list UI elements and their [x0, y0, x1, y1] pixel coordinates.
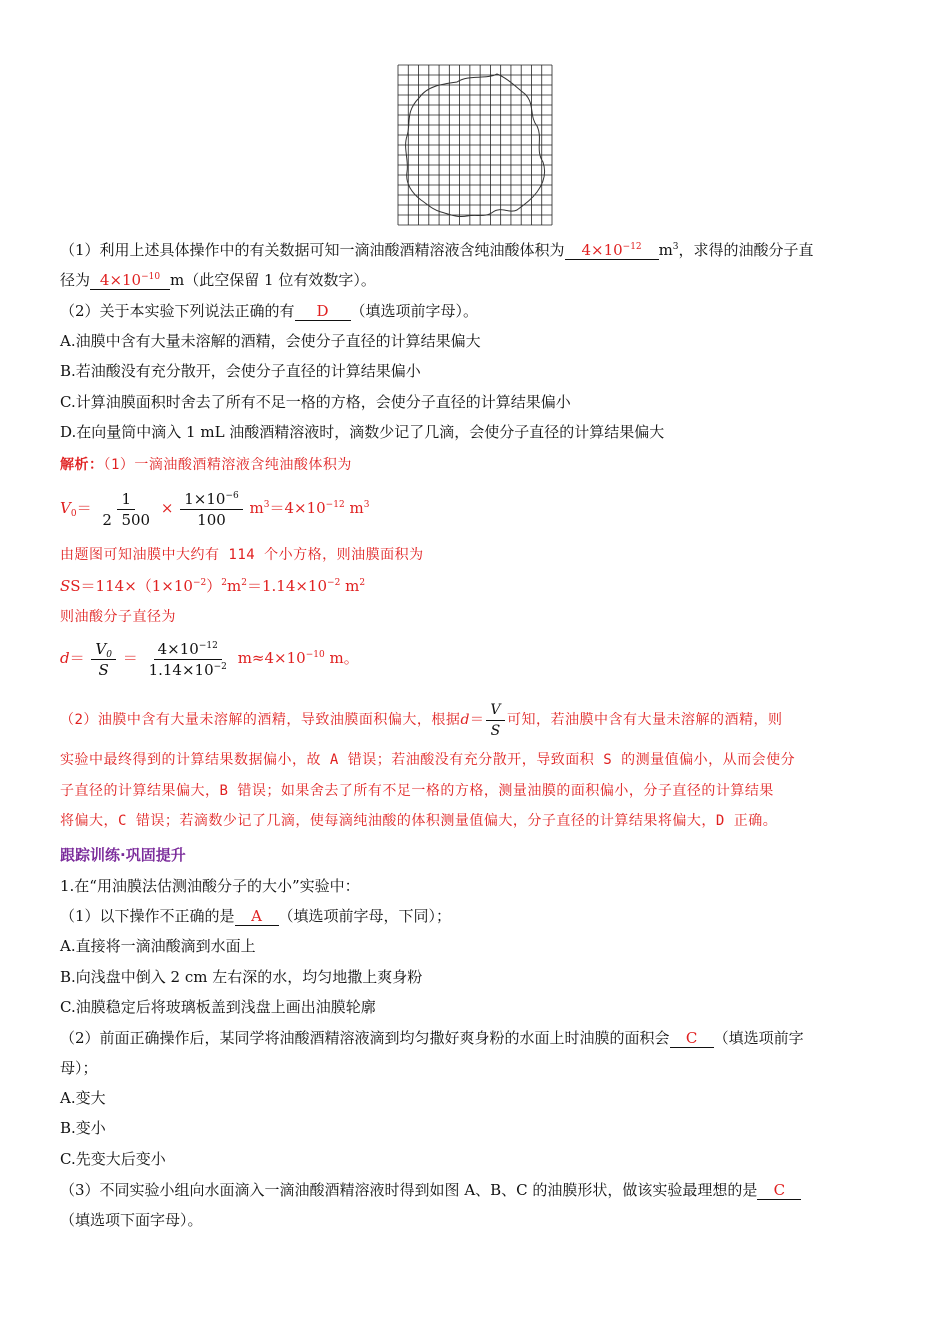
q1-part1-line1: （1）利用上述具体操作中的有关数据可知一滴油酸酒精溶液含纯油酸体积为 $4\times 10^{-12}$ $m^3$，求得的油酸分子直 [60, 241, 814, 259]
q2-part1-line: （1）以下操作不正确的是 A （填选项前字母，下同）； [60, 907, 452, 925]
v0-equation: $V_0=$ $\frac{1}{2 500}$ × $\frac{1\times 10^{-6}}{100}$ $m^3=4\times 10^{-12}$ $m^3$ [60, 489, 370, 529]
analysis-label: 解析 [60, 457, 89, 473]
q2-part2-option-b: B.变小 [60, 1119, 106, 1137]
analysis-line2: 由题图可知油膜中大约有 114 个小方格，则油膜面积为 [60, 547, 424, 563]
s-equation: $SS=114\times(1\times 10^{-2})^2m^2=1.14\times 10^{-2}$ $m^2$ [60, 577, 366, 595]
q2-part2-line1: （2）前面正确操作后，某同学将油酸酒精溶液滴到均匀撒好爽身粉的水面上时油膜的面积会 C （填选项前字 [60, 1029, 804, 1047]
oil-film-grid-figure [397, 64, 553, 226]
answer-part2: D [295, 302, 351, 321]
q2-stem: 1.在“用油膜法估测油酸分子的大小”实验中： [60, 877, 360, 895]
answer-q2-part2: C [670, 1029, 714, 1048]
q2-part2-line2: 母）； [60, 1059, 98, 1077]
q1-part2-line: （2）关于本实验下列说法正确的有 D （填选项前字母）。 [60, 302, 479, 320]
q1-option-a: A.油膜中含有大量未溶解的酒精，会使分子直径的计算结果偏大 [60, 332, 481, 350]
q2-part3-line1: （3）不同实验小组向水面滴入一滴油酸酒精溶液时得到如图 A、B、C 的油膜形状，做该实验最理想的是 C [60, 1180, 801, 1200]
q2-part1-option-b: B.向浅盘中倒入 2 cm 左右深的水，均匀地撒上爽身粉 [60, 968, 423, 986]
d-equation: d＝ $\frac{V_0}{S}$ ＝ $\frac{4\times 10^{-12}}{1.14\times 10^{-2}}$ $m\approx 4\times 10^{-10}$ m。 [60, 639, 359, 679]
q1-part1-line2: 径为 $4\times 10^{-10}$ m（此空保留 1 位有效数字）。 [60, 271, 376, 289]
q2-part3-line2: （填选项下面字母）。 [60, 1211, 203, 1229]
q2-part1-option-c: C.油膜稳定后将玻璃板盖到浅盘上画出油膜轮廓 [60, 998, 376, 1016]
q2-part1-option-a: A.直接将一滴油酸滴到水面上 [60, 937, 256, 955]
analysis-p2-line1: （2）油膜中含有大量未溶解的酒精，导致油膜面积偏大，根据d＝ $\frac{V}{S}$ 可知，若油膜中含有大量未溶解的酒精，则 [60, 701, 783, 739]
analysis-p2-line2: 实验中最终得到的计算结果数据偏小，故 A 错误；若油酸没有充分散开，导致面积 S 的测量值偏小，从而会使分 [60, 752, 796, 768]
analysis-p2-line3: 子直径的计算结果偏大，B 错误；如果舍去了所有不足一格的方格，测量油膜的面积偏小，分子直径的计算结果 [60, 783, 774, 799]
q1-option-b: B.若油酸没有充分散开，会使分子直径的计算结果偏小 [60, 362, 421, 380]
answer-diameter: $4\times 10^{-10}$ [90, 271, 170, 290]
analysis-line1: 解析：（1）一滴油酸酒精溶液含纯油酸体积为 [60, 457, 352, 473]
answer-volume: $4\times 10^{-12}$ [565, 241, 659, 260]
q1-part1-prefix: （1）利用上述具体操作中的有关数据可知一滴油酸酒精溶液含纯油酸体积为 [60, 241, 565, 259]
q1-option-c: C.计算油膜面积时舍去了所有不足一格的方格，会使分子直径的计算结果偏小 [60, 393, 571, 411]
analysis-line3: 则油酸分子直径为 [60, 609, 176, 625]
answer-q2-part3: C [757, 1181, 801, 1200]
analysis-p2-line4: 将偏大，C 错误；若滴数少记了几滴，使每滴纯油酸的体积测量值偏大，分子直径的计算结果将偏大，D 正确。 [60, 813, 778, 829]
q2-part2-option-a: A.变大 [60, 1089, 106, 1107]
q2-part2-option-c: C.先变大后变小 [60, 1150, 166, 1168]
q1-option-d: D.在向量筒中滴入 1 mL 油酸酒精溶液时，滴数少记了几滴，会使分子直径的计算结果偏大 [60, 423, 665, 441]
answer-q2-part1: A [235, 907, 279, 926]
section-title: 跟踪训练·巩固提升 [60, 846, 186, 864]
